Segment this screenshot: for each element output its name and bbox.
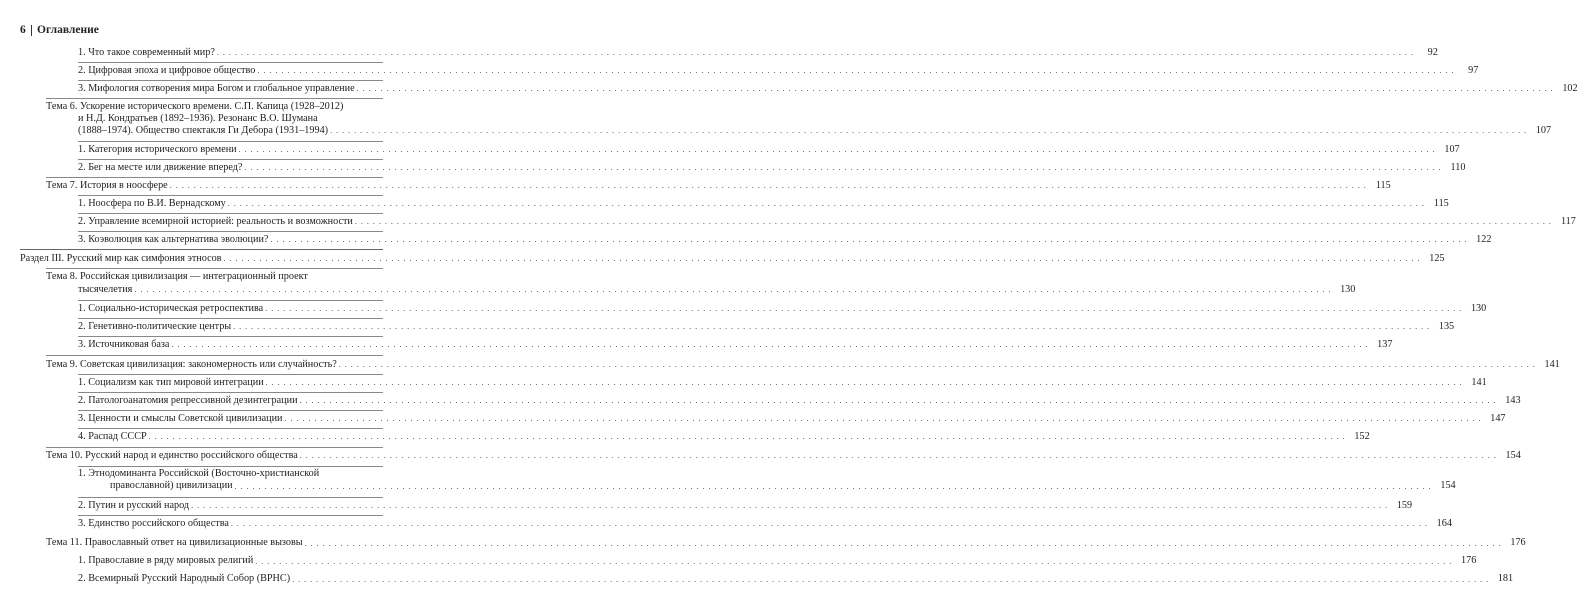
toc-entry-title: Тема 11. Православный ответ на цивилизационные вызовы xyxy=(46,537,303,549)
toc-entry-title: Тема 9. Советская цивилизация: закономерность или случайность? xyxy=(46,358,337,370)
toc-page-number: 110 xyxy=(1450,161,1466,173)
dot-leader: . . . . . . . . . . . . . . . . . . . . . . . . . . . . . . . . . . . . . . . . . . . . . . . . . . . . . . . . . . . . . . . . . . . . . . . . . . . . . . . . . . . . . . . . . . . . . . . . . . . . . . . . . . . . . . . . . . . . . . . . . . . . . . . . . . . . . . . . . . . . . . . . . . . . . . . . . . . . . . . . . . . . . . . . . . . . . . . . . . . . . . . . . . . . . . . . . . . . . . . . xyxy=(169,180,1367,190)
toc-entry[interactable] xyxy=(46,271,1356,295)
divider xyxy=(78,374,383,375)
toc-entry-title: 3. Ценности и смыслы Советской цивилизации xyxy=(78,412,283,424)
toc-entry[interactable] xyxy=(46,537,1526,549)
divider xyxy=(78,195,383,196)
toc-page-number: 107 xyxy=(1535,124,1552,136)
toc-entry-title: 1. Категория исторического времени xyxy=(78,143,237,155)
divider xyxy=(78,515,383,516)
toc-entry[interactable] xyxy=(78,320,1455,333)
divider xyxy=(78,410,383,411)
toc-entry[interactable] xyxy=(78,412,1506,425)
toc-page-number: 97 xyxy=(1468,64,1479,76)
toc-entry-line-last xyxy=(78,517,1452,530)
toc-page-number: 159 xyxy=(1396,499,1413,511)
toc-entry-title: 1. Этнодоминанта Российской (Восточно-христианской xyxy=(78,468,320,480)
divider xyxy=(78,141,383,142)
divider xyxy=(78,392,383,393)
toc-page-number: 122 xyxy=(1476,233,1492,245)
toc-entry-line xyxy=(46,271,383,283)
toc-entry-line-last xyxy=(78,394,1521,407)
toc-entry-line-last xyxy=(20,252,1445,265)
dot-leader: . . . . . . . . . . . . . . . . . . . . . . . . . . . . . . . . . . . . . . . . . . . . . . . . . . . . . . . . . . . . . . . . . . . . . . . . . . . . . . . . . . . . . . . . . . . . . . . . . . . . . . . . . . . . . . . . . . . . . . . . . . . . . . . . . . . . . . . . . . . . . . . . . . . . . . . . . . . . . . . . . . . . . . . . . . . . . . . . . . . . . . . . . . . . . . . . . . . . . . . . xyxy=(255,556,1453,566)
toc-entry[interactable] xyxy=(46,450,1521,462)
dot-leader: . . . . . . . . . . . . . . . . . . . . . . . . . . . . . . . . . . . . . . . . . . . . . . . . . . . . . . . . . . . . . . . . . . . . . . . . . . . . . . . . . . . . . . . . . . . . . . . . . . . . . . . . . . . . . . . . . . . . . . . . . . . . . . . . . . . . . . . . . . . . . . . . . . . . . . . . . . . . . . . . . . . . . . . . . . . . . . . . . . . . . . . . . . . . . . . . . . . . . . . . xyxy=(230,518,1428,528)
dot-leader: . . . . . . . . . . . . . . . . . . . . . . . . . . . . . . . . . . . . . . . . . . . . . . . . . . . . . . . . . . . . . . . . . . . . . . . . . . . . . . . . . . . . . . . . . . . . . . . . . . . . . . . . . . . . . . . . . . . . . . . . . . . . . . . . . . . . . . . . . . . . . . . . . . . . . . . . . . . . . . . . . . . . . . . . . . . . . . . . . . . . . . . . . . . . . . . . . . . . . . . . xyxy=(284,413,1482,423)
toc-entry-title: 1. Социализм как тип мировой интеграции xyxy=(78,376,264,388)
toc-entry[interactable] xyxy=(78,215,1576,228)
toc-entry[interactable] xyxy=(78,302,1487,315)
toc-entry-line xyxy=(78,468,383,480)
toc-entry-title: 1. Православие в ряду мировых религий xyxy=(78,555,254,567)
toc-entry-line-last xyxy=(78,82,1578,95)
toc-entry-title: и Н.Д. Кондратьев (1892–1936). Резонанс В.О. Шумана xyxy=(78,112,318,124)
toc-entry-line-last xyxy=(46,179,1391,192)
toc-entry-title: Тема 8. Российская цивилизация — интеграционный проект xyxy=(46,271,308,283)
toc-entry[interactable] xyxy=(78,517,1452,530)
toc-entry[interactable] xyxy=(78,46,1438,59)
toc-entry-title: (1888–1974). Общество спектакля Ги Дебора (1931–1994) xyxy=(78,124,329,136)
divider xyxy=(78,213,383,214)
toc-page-number: 176 xyxy=(1510,537,1526,549)
toc-entry-line-last xyxy=(78,555,1477,567)
toc-entry[interactable] xyxy=(78,573,1514,585)
toc-entry[interactable] xyxy=(46,358,1560,371)
toc-page-number: 147 xyxy=(1490,412,1506,424)
toc-entry-title: 2. Управление всемирной историей: реальность и возможности xyxy=(78,215,353,227)
dot-leader: . . . . . . . . . . . . . . . . . . . . . . . . . . . . . . . . . . . . . . . . . . . . . . . . . . . . . . . . . . . . . . . . . . . . . . . . . . . . . . . . . . . . . . . . . . . . . . . . . . . . . . . . . . . . . . . . . . . . . . . . . . . . . . . . . . . . . . . . . . . . . . . . . . . . . . . . . . . . . . . . . . . . . . . . . . . . . . . . . . . . . . . . . . . . . . . . . . . . . . . . xyxy=(216,47,1414,57)
toc-page-number: 102 xyxy=(1562,82,1578,94)
dot-leader: . . . . . . . . . . . . . . . . . . . . . . . . . . . . . . . . . . . . . . . . . . . . . . . . . . . . . . . . . . . . . . . . . . . . . . . . . . . . . . . . . . . . . . . . . . . . . . . . . . . . . . . . . . . . . . . . . . . . . . . . . . . . . . . . . . . . . . . . . . . . . . . . . . . . . . . . . . . . . . . . . . . . . . . . . . . . . . . . . . . . . . . . . . . . . . . . . . . . . . . . xyxy=(238,144,1436,154)
divider xyxy=(46,447,383,448)
page-number: 6 xyxy=(20,24,26,36)
dot-leader: . . . . . . . . . . . . . . . . . . . . . . . . . . . . . . . . . . . . . . . . . . . . . . . . . . . . . . . . . . . . . . . . . . . . . . . . . . . . . . . . . . . . . . . . . . . . . . . . . . . . . . . . . . . . . . . . . . . . . . . . . . . . . . . . . . . . . . . . . . . . . . . . . . . . . . . . . . . . . . . . . . . . . . . . . . . . . . . . . . . . . . . . . . . . . . . . . . . . . . . . xyxy=(191,500,1389,510)
toc-entry-line-last xyxy=(46,124,1552,137)
divider xyxy=(20,249,383,250)
toc-page-number: 130 xyxy=(1470,302,1487,314)
toc-page-number: 137 xyxy=(1377,338,1393,350)
toc-entry-line-last xyxy=(78,412,1506,425)
divider xyxy=(78,80,383,81)
running-title: Оглавление xyxy=(37,24,99,36)
toc-page-number: 130 xyxy=(1340,283,1356,295)
toc-entry-title: 1. Ноосфера по В.И. Вернадскому xyxy=(78,197,226,209)
toc-entry-line xyxy=(46,113,383,125)
toc-page-number: 176 xyxy=(1461,555,1477,567)
toc-entry-line-last xyxy=(78,338,1393,351)
toc-entry-title: 3. Коэволюция как альтернатива эволюции? xyxy=(78,233,269,245)
toc-entry-title: Тема 6. Ускорение исторического времени. С.П. Капица (1928–2012) xyxy=(46,100,344,112)
dot-leader: . . . . . . . . . . . . . . . . . . . . . . . . . . . . . . . . . . . . . . . . . . . . . . . . . . . . . . . . . . . . . . . . . . . . . . . . . . . . . . . . . . . . . . . . . . . . . . . . . . . . . . . . . . . . . . . . . . . . . . . . . . . . . . . . . . . . . . . . . . . . . . . . . . . . . . . . . . . . . . . . . . . . . . . . . . . . . . . . . . . . . . . . . . . . . . . . . . . . . . . . xyxy=(338,359,1536,369)
toc-entry-title: 2. Бег на месте или движение вперед? xyxy=(78,161,243,173)
toc-page-number: 117 xyxy=(1560,215,1576,227)
toc-entry-line-last xyxy=(78,161,1466,174)
toc-page-number: 125 xyxy=(1429,252,1445,264)
dot-leader: . . . . . . . . . . . . . . . . . . . . . . . . . . . . . . . . . . . . . . . . . . . . . . . . . . . . . . . . . . . . . . . . . . . . . . . . . . . . . . . . . . . . . . . . . . . . . . . . . . . . . . . . . . . . . . . . . . . . . . . . . . . . . . . . . . . . . . . . . . . . . . . . . . . . . . . . . . . . . . . . . . . . . . . . . . . . . . . . . . . . . . . . . . . . . . . . . . . . . . . . xyxy=(223,253,1421,263)
toc-entry-line-last xyxy=(78,197,1449,210)
toc-page-number: 181 xyxy=(1497,573,1514,585)
toc-entry-line-last xyxy=(78,215,1576,228)
toc-entry-title: 3. Источниковая база xyxy=(78,338,170,350)
divider xyxy=(46,355,383,356)
toc-entry-title: 4. Распад СССР xyxy=(78,430,147,442)
toc-entry-title: 2. Цифровая эпоха и цифровое общество xyxy=(78,64,256,76)
toc-entry-title: православной) цивилизации xyxy=(110,480,233,492)
dot-leader: . . . . . . . . . . . . . . . . . . . . . . . . . . . . . . . . . . . . . . . . . . . . . . . . . . . . . . . . . . . . . . . . . . . . . . . . . . . . . . . . . . . . . . . . . . . . . . . . . . . . . . . . . . . . . . . . . . . . . . . . . . . . . . . . . . . . . . . . . . . . . . . . . . . . . . . . . . . . . . . . . . . . . . . . . . . . . . . . . . . . . . . . . . . . . . . . . . . . . . . . xyxy=(227,198,1425,208)
toc-entry-title: 1. Что такое современный мир? xyxy=(78,46,215,58)
dot-leader: . . . . . . . . . . . . . . . . . . . . . . . . . . . . . . . . . . . . . . . . . . . . . . . . . . . . . . . . . . . . . . . . . . . . . . . . . . . . . . . . . . . . . . . . . . . . . . . . . . . . . . . . . . . . . . . . . . . . . . . . . . . . . . . . . . . . . . . . . . . . . . . . . . . . . . . . . . . . . . . . . . . . . . . . . . . . . . . . . . . . . . . . . . . . . . . . . . . . . . . . xyxy=(257,65,1455,75)
divider xyxy=(78,318,383,319)
toc-entry[interactable] xyxy=(78,338,1393,351)
dot-leader: . . . . . . . . . . . . . . . . . . . . . . . . . . . . . . . . . . . . . . . . . . . . . . . . . . . . . . . . . . . . . . . . . . . . . . . . . . . . . . . . . . . . . . . . . . . . . . . . . . . . . . . . . . . . . . . . . . . . . . . . . . . . . . . . . . . . . . . . . . . . . . . . . . . . . . . . . . . . . . . . . . . . . . . . . . . . . . . . . . . . . . . . . . . . . . . . . . . . . . . . xyxy=(270,234,1468,244)
toc-entry-line-last xyxy=(46,358,1560,371)
dot-leader: . . . . . . . . . . . . . . . . . . . . . . . . . . . . . . . . . . . . . . . . . . . . . . . . . . . . . . . . . . . . . . . . . . . . . . . . . . . . . . . . . . . . . . . . . . . . . . . . . . . . . . . . . . . . . . . . . . . . . . . . . . . . . . . . . . . . . . . . . . . . . . . . . . . . . . . . . . . . . . . . . . . . . . . . . . . . . . . . . . . . . . . . . . . . . . . . . . . . . . . . xyxy=(304,538,1502,548)
toc-page-number: 92 xyxy=(1427,46,1438,58)
toc-entry-line-last xyxy=(78,430,1370,443)
dot-leader: . . . . . . . . . . . . . . . . . . . . . . . . . . . . . . . . . . . . . . . . . . . . . . . . . . . . . . . . . . . . . . . . . . . . . . . . . . . . . . . . . . . . . . . . . . . . . . . . . . . . . . . . . . . . . . . . . . . . . . . . . . . . . . . . . . . . . . . . . . . . . . . . . . . . . . . . . . . . . . . . . . . . . . . . . . . . . . . . . . . . . . . . . . . . . . . . . . . . . . . . xyxy=(299,451,1497,461)
divider xyxy=(46,98,383,99)
toc-page-number: 154 xyxy=(1440,480,1456,492)
toc-entry-line-last xyxy=(78,64,1479,77)
toc-entry-title: 2. Патологоанатомия репрессивной дезинтеграции xyxy=(78,394,298,406)
dot-leader: . . . . . . . . . . . . . . . . . . . . . . . . . . . . . . . . . . . . . . . . . . . . . . . . . . . . . . . . . . . . . . . . . . . . . . . . . . . . . . . . . . . . . . . . . . . . . . . . . . . . . . . . . . . . . . . . . . . . . . . . . . . . . . . . . . . . . . . . . . . . . . . . . . . . . . . . . . . . . . . . . . . . . . . . . . . . . . . . . . . . . . . . . . . . . . . . . . . . . . . . xyxy=(171,339,1369,349)
toc-entry[interactable] xyxy=(78,197,1449,210)
dot-leader: . . . . . . . . . . . . . . . . . . . . . . . . . . . . . . . . . . . . . . . . . . . . . . . . . . . . . . . . . . . . . . . . . . . . . . . . . . . . . . . . . . . . . . . . . . . . . . . . . . . . . . . . . . . . . . . . . . . . . . . . . . . . . . . . . . . . . . . . . . . . . . . . . . . . . . . . . . . . . . . . . . . . . . . . . . . . . . . . . . . . . . . . . . . . . . . . . . . . . . . . xyxy=(244,162,1442,172)
toc-entry-title: Раздел III. Русский мир как симфония этносов xyxy=(20,252,222,264)
divider xyxy=(78,300,383,301)
toc-page-number: 115 xyxy=(1375,179,1391,191)
toc-entry-line-last xyxy=(78,46,1438,59)
dot-leader: . . . . . . . . . . . . . . . . . . . . . . . . . . . . . . . . . . . . . . . . . . . . . . . . . . . . . . . . . . . . . . . . . . . . . . . . . . . . . . . . . . . . . . . . . . . . . . . . . . . . . . . . . . . . . . . . . . . . . . . . . . . . . . . . . . . . . . . . . . . . . . . . . . . . . . . . . . . . . . . . . . . . . . . . . . . . . . . . . . . . . . . . . . . . . . . . . . . . . . . . xyxy=(265,377,1463,387)
toc-entry-line-last xyxy=(46,283,1356,296)
divider xyxy=(78,231,383,232)
toc-entry[interactable] xyxy=(78,394,1521,407)
toc-entry-line-last xyxy=(78,573,1514,585)
toc-page-number: 141 xyxy=(1544,358,1560,370)
toc-page-number: 164 xyxy=(1436,517,1452,529)
toc-entry-line-last xyxy=(78,480,1456,492)
toc-page-number: 115 xyxy=(1433,197,1449,209)
page-header xyxy=(20,24,99,36)
toc-entry-line-last xyxy=(46,537,1526,549)
toc-entry[interactable] xyxy=(78,143,1460,156)
dot-leader: . . . . . . . . . . . . . . . . . . . . . . . . . . . . . . . . . . . . . . . . . . . . . . . . . . . . . . . . . . . . . . . . . . . . . . . . . . . . . . . . . . . . . . . . . . . . . . . . . . . . . . . . . . . . . . . . . . . . . . . . . . . . . . . . . . . . . . . . . . . . . . . . . . . . . . . . . . . . . . . . . . . . . . . . . . . . . . . . . . . . . . . . . . . . . . . . . . . . . . . . xyxy=(134,284,1332,294)
divider xyxy=(46,177,383,178)
toc-page-number: 135 xyxy=(1438,320,1455,332)
toc-entry[interactable] xyxy=(78,82,1578,95)
divider xyxy=(78,62,383,63)
toc-entry[interactable] xyxy=(78,468,1456,492)
toc-page-number: 141 xyxy=(1471,376,1487,388)
dot-leader: . . . . . . . . . . . . . . . . . . . . . . . . . . . . . . . . . . . . . . . . . . . . . . . . . . . . . . . . . . . . . . . . . . . . . . . . . . . . . . . . . . . . . . . . . . . . . . . . . . . . . . . . . . . . . . . . . . . . . . . . . . . . . . . . . . . . . . . . . . . . . . . . . . . . . . . . . . . . . . . . . . . . . . . . . . . . . . . . . . . . . . . . . . . . . . . . . . . . . . . . xyxy=(356,83,1554,93)
toc-entry-title: 3. Мифология сотворения мира Богом и глобальное управление xyxy=(78,82,355,94)
toc-entry[interactable] xyxy=(46,179,1391,192)
divider xyxy=(78,336,383,337)
toc-entry-title: 2. Генетивно-политические центры xyxy=(78,320,232,332)
toc-entry-line-last xyxy=(78,499,1413,512)
toc-entry-line-last xyxy=(78,320,1455,333)
toc-entry-title: Тема 10. Русский народ и единство российского общества xyxy=(46,450,298,462)
toc-entry[interactable] xyxy=(78,64,1479,77)
dot-leader: . . . . . . . . . . . . . . . . . . . . . . . . . . . . . . . . . . . . . . . . . . . . . . . . . . . . . . . . . . . . . . . . . . . . . . . . . . . . . . . . . . . . . . . . . . . . . . . . . . . . . . . . . . . . . . . . . . . . . . . . . . . . . . . . . . . . . . . . . . . . . . . . . . . . . . . . . . . . . . . . . . . . . . . . . . . . . . . . . . . . . . . . . . . . . . . . . . . . . . . . xyxy=(148,431,1346,441)
toc-entry-title: Тема 7. История в ноосфере xyxy=(46,179,168,191)
dot-leader: . . . . . . . . . . . . . . . . . . . . . . . . . . . . . . . . . . . . . . . . . . . . . . . . . . . . . . . . . . . . . . . . . . . . . . . . . . . . . . . . . . . . . . . . . . . . . . . . . . . . . . . . . . . . . . . . . . . . . . . . . . . . . . . . . . . . . . . . . . . . . . . . . . . . . . . . . . . . . . . . . . . . . . . . . . . . . . . . . . . . . . . . . . . . . . . . . . . . . . . . xyxy=(354,216,1552,226)
toc-entry-line-last xyxy=(78,376,1487,389)
toc-entry[interactable] xyxy=(78,161,1466,174)
dot-leader: . . . . . . . . . . . . . . . . . . . . . . . . . . . . . . . . . . . . . . . . . . . . . . . . . . . . . . . . . . . . . . . . . . . . . . . . . . . . . . . . . . . . . . . . . . . . . . . . . . . . . . . . . . . . . . . . . . . . . . . . . . . . . . . . . . . . . . . . . . . . . . . . . . . . . . . . . . . . . . . . . . . . . . . . . . . . . . . . . . . . . . . . . . . . . . . . . . . . . . . . xyxy=(292,574,1490,584)
dot-leader: . . . . . . . . . . . . . . . . . . . . . . . . . . . . . . . . . . . . . . . . . . . . . . . . . . . . . . . . . . . . . . . . . . . . . . . . . . . . . . . . . . . . . . . . . . . . . . . . . . . . . . . . . . . . . . . . . . . . . . . . . . . . . . . . . . . . . . . . . . . . . . . . . . . . . . . . . . . . . . . . . . . . . . . . . . . . . . . . . . . . . . . . . . . . . . . . . . . . . . . . xyxy=(234,481,1432,491)
dot-leader: . . . . . . . . . . . . . . . . . . . . . . . . . . . . . . . . . . . . . . . . . . . . . . . . . . . . . . . . . . . . . . . . . . . . . . . . . . . . . . . . . . . . . . . . . . . . . . . . . . . . . . . . . . . . . . . . . . . . . . . . . . . . . . . . . . . . . . . . . . . . . . . . . . . . . . . . . . . . . . . . . . . . . . . . . . . . . . . . . . . . . . . . . . . . . . . . . . . . . . . . xyxy=(233,322,1431,332)
toc-page-number: 143 xyxy=(1505,394,1521,406)
toc-entry-line-last xyxy=(46,450,1521,462)
toc-page-number: 154 xyxy=(1505,450,1521,462)
toc-entry-title: 3. Единство российского общества xyxy=(78,517,229,529)
toc-entry-title: 1. Социально-историческая ретроспектива xyxy=(78,302,264,314)
header-separator xyxy=(31,25,32,36)
toc-page-number: 107 xyxy=(1444,143,1460,155)
toc-entry[interactable] xyxy=(78,430,1370,443)
toc-entry-line-last xyxy=(78,233,1492,246)
toc-entry[interactable] xyxy=(78,499,1413,512)
toc-entry-title: 2. Всемирный Русский Народный Собор (ВРНС) xyxy=(78,573,291,585)
dot-leader: . . . . . . . . . . . . . . . . . . . . . . . . . . . . . . . . . . . . . . . . . . . . . . . . . . . . . . . . . . . . . . . . . . . . . . . . . . . . . . . . . . . . . . . . . . . . . . . . . . . . . . . . . . . . . . . . . . . . . . . . . . . . . . . . . . . . . . . . . . . . . . . . . . . . . . . . . . . . . . . . . . . . . . . . . . . . . . . . . . . . . . . . . . . . . . . . . . . . . . . . xyxy=(299,395,1497,405)
toc-entry-line-last xyxy=(78,302,1487,315)
dot-leader: . . . . . . . . . . . . . . . . . . . . . . . . . . . . . . . . . . . . . . . . . . . . . . . . . . . . . . . . . . . . . . . . . . . . . . . . . . . . . . . . . . . . . . . . . . . . . . . . . . . . . . . . . . . . . . . . . . . . . . . . . . . . . . . . . . . . . . . . . . . . . . . . . . . . . . . . . . . . . . . . . . . . . . . . . . . . . . . . . . . . . . . . . . . . . . . . . . . . . . . . xyxy=(330,126,1528,136)
divider xyxy=(78,159,383,160)
divider xyxy=(78,466,383,467)
toc-entry[interactable] xyxy=(78,376,1487,389)
dot-leader: . . . . . . . . . . . . . . . . . . . . . . . . . . . . . . . . . . . . . . . . . . . . . . . . . . . . . . . . . . . . . . . . . . . . . . . . . . . . . . . . . . . . . . . . . . . . . . . . . . . . . . . . . . . . . . . . . . . . . . . . . . . . . . . . . . . . . . . . . . . . . . . . . . . . . . . . . . . . . . . . . . . . . . . . . . . . . . . . . . . . . . . . . . . . . . . . . . . . . . . . xyxy=(265,304,1463,314)
toc-entry[interactable] xyxy=(78,555,1477,567)
toc-entry[interactable] xyxy=(20,252,1445,265)
toc-entry[interactable] xyxy=(78,233,1492,246)
toc-entry-title: тысячелетия xyxy=(78,283,133,295)
toc-entry-title: 2. Путин и русский народ xyxy=(78,499,190,511)
divider xyxy=(46,268,383,269)
toc-entry[interactable] xyxy=(46,100,1552,137)
divider xyxy=(78,428,383,429)
toc-page-number: 152 xyxy=(1354,430,1370,442)
toc-entry-line xyxy=(46,101,383,113)
toc-entry-line-last xyxy=(78,143,1460,156)
divider xyxy=(78,497,383,498)
